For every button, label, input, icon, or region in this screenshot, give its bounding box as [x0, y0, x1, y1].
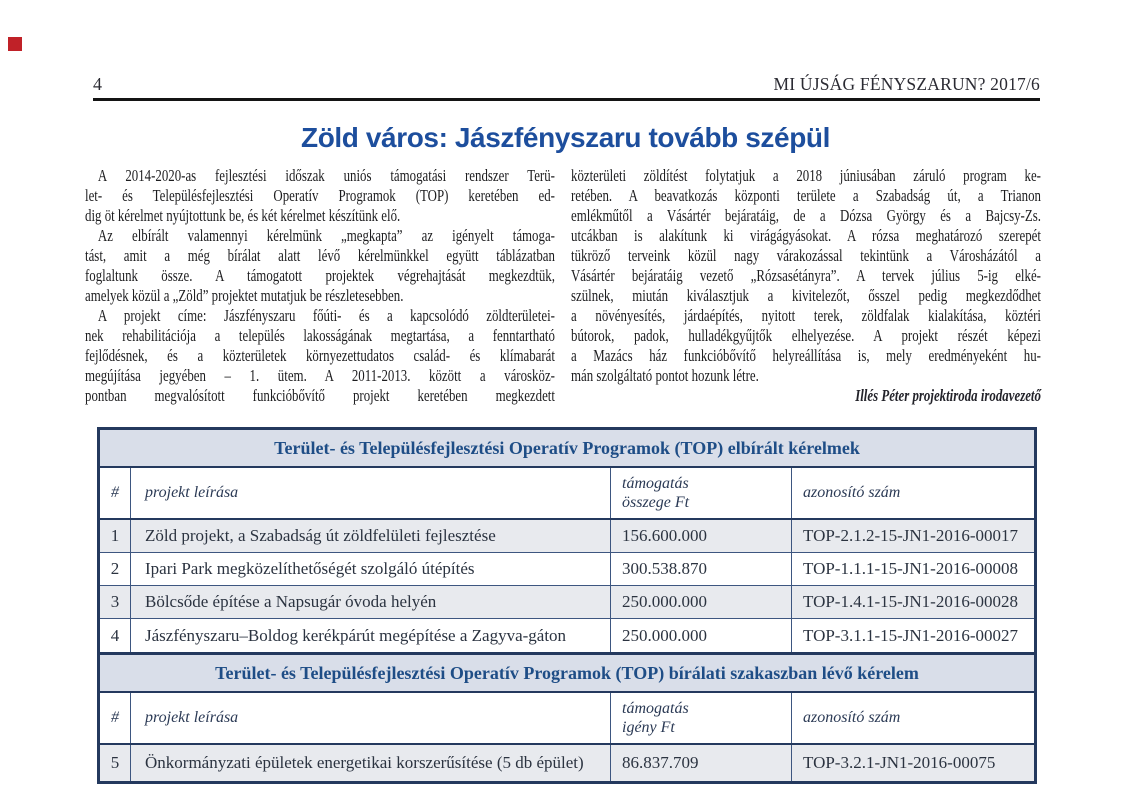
- body-line: a növényesítés, járdaépítés, nyitott terek, zöldfalak kialakítása, köztéri: [571, 306, 1041, 325]
- body-line: dig öt kérelmet nyújtottunk be, és két kérelmet készítünk elő.: [85, 206, 401, 225]
- body-line: nek rehabilitációja a település lakosságának megtartása, a fenntartható: [85, 326, 555, 345]
- table-section1-title: Terület- és Településfejlesztési Operatív Programok (TOP) elbírált kérelmek: [100, 430, 1034, 468]
- body-line: A 2014-2020-as fejlesztési időszak uniós támogatási rendszer Terü-: [97, 166, 555, 185]
- table-header-row: [100, 468, 1034, 520]
- article-column-left: [85, 166, 555, 406]
- cell-id: TOP-1.4.1-15-JN1-2016-00028: [791, 586, 1034, 618]
- cell-desc: Ipari Park megközelíthetőségét szolgáló útépítés: [130, 553, 610, 585]
- cell-amount: 300.538.870: [610, 553, 791, 585]
- table-row: [100, 520, 1034, 553]
- cell-id: TOP-1.1.1-15-JN1-2016-00008: [791, 553, 1034, 585]
- col-header-amount-line1: támogatás: [622, 700, 689, 717]
- cell-num: 5: [110, 753, 120, 772]
- body-line: let- és Településfejlesztési Operatív Programok (TOP) keretében ed-: [85, 186, 555, 205]
- cell-id: TOP-2.1.2-15-JN1-2016-00017: [791, 520, 1034, 552]
- col-header-desc: projekt leírása: [130, 468, 610, 518]
- article-title: Zöld város: Jászfényszaru tovább szépül: [301, 122, 830, 153]
- cell-num: 1: [110, 526, 120, 545]
- body-line: közterületi zöldítést folytatjuk a 2018 júniusában záruló program ke-: [571, 166, 1041, 185]
- author-signature: Illés Péter projektiroda irodavezető: [855, 386, 1041, 405]
- col-header-amount-line1: támogatás: [622, 475, 689, 492]
- top-projects-table: [97, 427, 1037, 784]
- body-line: utcákban is alakítunk ki virágágyásokat. A rózsa meghatározó szerepét: [571, 226, 1041, 245]
- table-row: [100, 745, 1034, 781]
- body-line: szülnek, miután kiválasztjuk a kivitelezőt, ősszel pedig megkezdődhet: [571, 286, 1041, 305]
- red-marker-square: [8, 37, 22, 51]
- body-line: a Mazács ház funkcióbővítő helyreállítása is, mely eredményeként hu-: [571, 346, 1041, 365]
- cell-desc: Zöld projekt, a Szabadság út zöldfelületi fejlesztése: [130, 520, 610, 552]
- body-line: pontban megvalósított funkcióbővítő projekt keretében megkezdett: [85, 386, 555, 405]
- body-line: mán szolgáltató pontot hozunk létre.: [571, 366, 759, 385]
- col-header-num: #: [111, 484, 119, 501]
- cell-num: 2: [110, 559, 120, 578]
- cell-num: 3: [110, 592, 120, 611]
- cell-id: TOP-3.2.1-JN1-2016-00075: [791, 745, 1034, 781]
- cell-amount: 86.837.709: [610, 745, 791, 781]
- cell-amount: 250.000.000: [610, 619, 791, 652]
- body-line: Az elbírált valamennyi kérelmünk „megkapta” az igényelt támoga-: [97, 226, 555, 245]
- col-header-desc: projekt leírása: [130, 693, 610, 743]
- col-header-id: azonosító szám: [791, 468, 1034, 518]
- body-line: retében. A beavatkozás központi területe a Szabadság út, a Trianon: [571, 186, 1041, 205]
- body-line: emlékműtől a Vásártér bejáratáig, de a Dózsa György és a Bajcsy-Zs.: [571, 206, 1041, 225]
- cell-amount: 250.000.000: [610, 586, 791, 618]
- cell-num: 4: [110, 625, 120, 645]
- col-header-amount: [610, 468, 791, 518]
- body-line: foglaltunk össze. A támogatott projektek végrehajtását megkezdtük,: [85, 266, 555, 285]
- col-header-amount-line2: összege Ft: [622, 494, 690, 511]
- page-number: 4: [93, 74, 102, 94]
- col-header-id: azonosító szám: [791, 693, 1034, 743]
- body-line: megújítása jegyében – 1. ütem. A 2011-2013. között a városköz-: [85, 366, 555, 385]
- cell-amount: 156.600.000: [610, 520, 791, 552]
- masthead-title: MI ÚJSÁG FÉNYSZARUN? 2017/6: [773, 74, 1040, 94]
- col-header-amount: [610, 693, 791, 743]
- table-section2-title: Terület- és Településfejlesztési Operatív Programok (TOP) bírálati szakaszban lévő kérelem: [100, 652, 1034, 693]
- body-line: A projekt címe: Jászfényszaru főúti- és a kapcsolódó zöldterületei-: [97, 306, 555, 325]
- article-column-right: [571, 166, 1041, 406]
- body-line: fejlődésnek, és a közterületek környezettudatos család- és klímabarát: [85, 346, 555, 365]
- header-rule: [93, 98, 1040, 101]
- cell-id: TOP-3.1.1-15-JN1-2016-00027: [791, 619, 1034, 652]
- col-header-amount-line2: igény Ft: [622, 719, 675, 736]
- table-row: [100, 553, 1034, 586]
- body-line: tást, amit a még bírálat alatt lévő kérelmünkkel együtt táblázatban: [85, 246, 555, 265]
- body-line: amelyek közül a „Zöld” projektet mutatjuk be részletesebben.: [85, 286, 404, 305]
- cell-desc: Bölcsőde építése a Napsugár óvoda helyén: [130, 586, 610, 618]
- body-line: Vásártér bejáratáig vezető „Rózsasétányra”. A tervek július 5-ig elké-: [571, 266, 1041, 285]
- body-line: bútorok, padok, hulladékgyűjtők elhelyezése. A projekt részét képezi: [571, 326, 1041, 345]
- cell-desc: Jászfényszaru–Boldog kerékpárút megépítése a Zagyva-gáton: [130, 619, 610, 652]
- col-header-num: #: [111, 709, 119, 726]
- table-row: [100, 619, 1034, 652]
- cell-desc: Önkormányzati épületek energetikai korszerűsítése (5 db épület): [130, 745, 610, 781]
- table-header-row: [100, 693, 1034, 745]
- body-line: tükröző terveink közül nagy várakozással tekintünk a Városházától a: [571, 246, 1041, 265]
- table-row: [100, 586, 1034, 619]
